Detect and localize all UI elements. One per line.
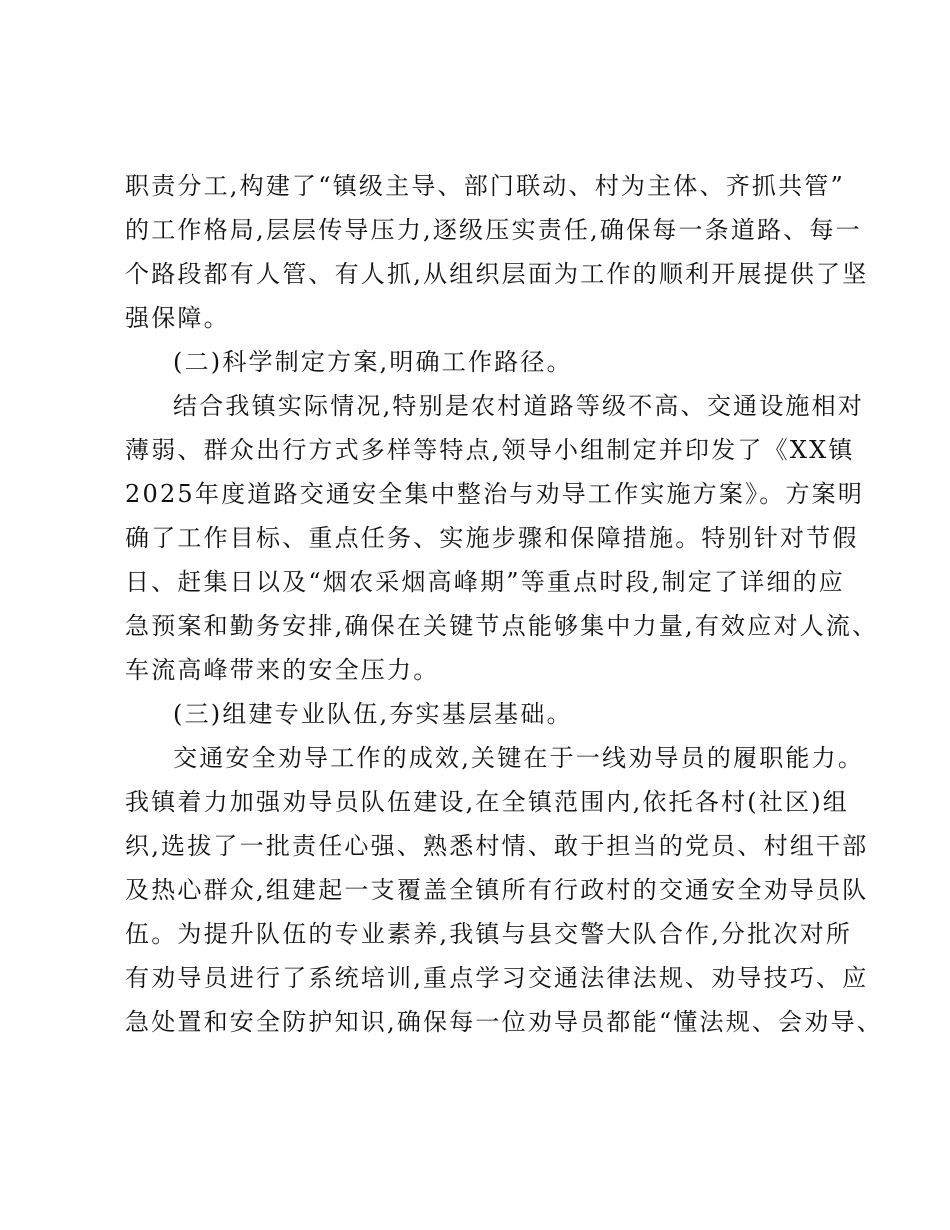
paragraph-start-line: 交通安全劝导工作的成效,关键在于一线劝导员的履职能力。 <box>173 744 865 772</box>
section-heading-3: (三)组建专业队伍,夯实基层基础。 <box>173 700 573 728</box>
paragraph-start-line: 结合我镇实际情况,特别是农村道路等级不高、交通设施相对 <box>173 392 865 420</box>
body-text-line: 的工作格局,层层传导压力,逐级压实责任,确保每一条道路、每一 <box>125 216 862 244</box>
body-text-line: 薄弱、群众出行方式多样等特点,领导小组制定并印发了《XX镇 <box>125 436 855 464</box>
section-heading-2: (二)科学制定方案,明确工作路径。 <box>173 348 573 376</box>
body-text-line: 我镇着力加强劝导员队伍建设,在全镇范围内,依托各村(社区)组 <box>125 788 849 816</box>
body-text-line: 急处置和安全防护知识,确保每一位劝导员都能“懂法规、会劝导、 <box>125 1008 883 1036</box>
body-text-line: 有劝导员进行了系统培训,重点学习交通法律法规、劝导技巧、应 <box>125 964 869 992</box>
body-text-line: 伍。为提升队伍的专业素养,我镇与县交警大队合作,分批次对所 <box>125 920 853 948</box>
body-text-line: 车流高峰带来的安全压力。 <box>125 656 440 684</box>
body-text-line: 确了工作目标、重点任务、实施步骤和保障措施。特别针对节假 <box>125 524 859 552</box>
body-text-line: 2025年度道路交通安全集中整治与劝导工作实施方案》。方案明 <box>125 480 865 508</box>
body-text-line: 织,选拔了一批责任心强、熟悉村情、敢于担当的党员、村组干部 <box>125 832 869 860</box>
body-text-line: 个路段都有人管、有人抓,从组织层面为工作的顺利开展提供了坚 <box>125 260 869 288</box>
body-text-line: 职责分工,构建了“镇级主导、部门联动、村为主体、齐抓共管” <box>125 172 845 200</box>
body-text-line: 及热心群众,组建起一支覆盖全镇所有行政村的交通安全劝导员队 <box>125 876 869 904</box>
body-text-line: 强保障。 <box>125 304 230 332</box>
body-text-line: 急预案和勤务安排,确保在关键节点能够集中力量,有效应对人流、 <box>125 612 879 640</box>
body-text-line: 日、赶集日以及“烟农采烟高峰期”等重点时段,制定了详细的应 <box>125 568 845 596</box>
